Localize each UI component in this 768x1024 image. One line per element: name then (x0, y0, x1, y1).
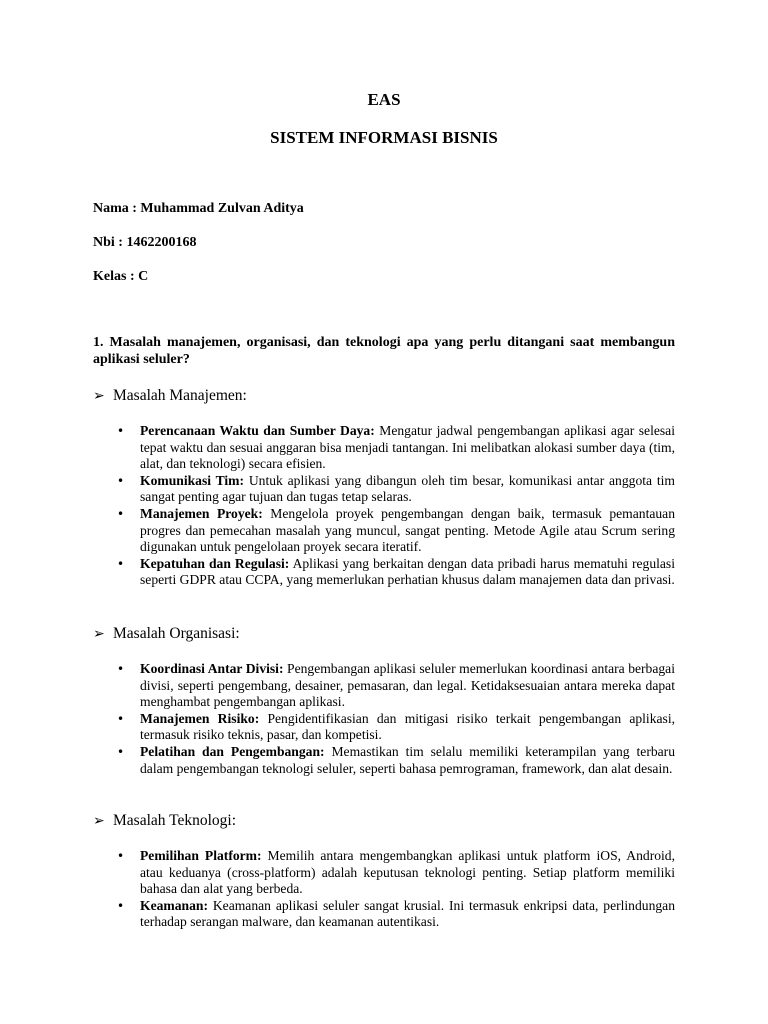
bullet-icon: • (117, 744, 125, 759)
bullet-icon: • (117, 473, 125, 488)
list-item (93, 506, 675, 556)
section-heading (93, 624, 675, 644)
list-item-text (140, 423, 675, 473)
arrow-bullet-icon: ➢ (93, 388, 105, 404)
list-item (93, 473, 675, 506)
bullet-icon: • (117, 898, 125, 913)
arrow-bullet-icon: ➢ (93, 813, 105, 829)
list-item (93, 661, 675, 711)
student-name: Nama : Muhammad Zulvan Aditya (93, 201, 304, 216)
student-class: Kelas : C (93, 269, 149, 284)
bullet-icon: • (117, 662, 125, 676)
item-description: Mengelola proyek pengembangan dengan baik, termasuk pemantauan progres dan pemecahan masalah yang muncul, sangat penting. Metode Agile atau Scrum sering digunakan untuk pengelolaan proyek secara iteratif. (140, 505, 676, 555)
list-item (93, 711, 675, 744)
list-item-text (140, 744, 675, 777)
section-heading-text: Masalah Organisasi: (113, 625, 240, 642)
list-item-text (140, 848, 675, 898)
item-description: Pengembangan aplikasi seluler memerlukan koordinasi antara berbagai divisi, seperti pengembang, desainer, pemasaran, dan legal. Ketidaksesuaian antara mereka dapat menghambat pengembangan aplikasi. (140, 661, 675, 710)
item-term: Manajemen Proyek: (140, 505, 263, 521)
item-list (93, 661, 675, 777)
section-heading (93, 811, 675, 831)
item-description: Keamanan aplikasi seluler sangat krusial. Ini termasuk enkripsi data, perlindungan terhadap serangan malware, dan keamanan autentikasi. (140, 897, 675, 930)
item-term: Pelatihan dan Pengembangan: (140, 743, 325, 759)
item-term: Pemilihan Platform: (140, 848, 262, 863)
list-item-text (140, 506, 675, 556)
bullet-icon: • (117, 424, 125, 438)
list-item (93, 423, 675, 473)
bullet-icon: • (117, 711, 125, 726)
bullet-icon: • (117, 849, 125, 863)
list-item-text (140, 556, 675, 589)
list-item-text (140, 711, 675, 744)
student-nbi: Nbi : 1462200168 (93, 235, 197, 250)
item-term: Manajemen Risiko: (140, 710, 260, 726)
item-description: Mengatur jadwal pengembangan aplikasi agar selesai tepat waktu dan sesuai anggaran bisa menjadi tantangan. Ini melibatkan alokasi sumber daya (tim, alat, dan teknologi) secara efisien. (140, 423, 675, 472)
arrow-bullet-icon: ➢ (93, 626, 105, 642)
bullet-icon: • (117, 556, 125, 571)
list-item (93, 848, 675, 898)
list-item-text (140, 898, 675, 931)
list-item (93, 744, 675, 777)
item-description: Memastikan tim selalu memiliki keterampilan yang terbaru dalam pengembangan teknologi seluler, seperti bahasa pemrograman, framework, dan alat desain. (140, 743, 675, 776)
section-heading-text: Masalah Manajemen: (113, 387, 247, 404)
item-term: Perencanaan Waktu dan Sumber Daya: (140, 423, 375, 438)
item-list (93, 848, 675, 931)
list-item-text (140, 473, 675, 506)
item-description: Memilih antara mengembangkan aplikasi untuk platform iOS, Android, atau keduanya (cross-platform) adalah keputusan teknologi penting. Setiap platform memiliki bahasa dan alat yang berbeda. (140, 848, 675, 897)
item-term: Koordinasi Antar Divisi: (140, 661, 284, 676)
list-item-text (140, 661, 675, 711)
item-term: Komunikasi Tim: (140, 472, 245, 488)
list-item (93, 556, 675, 589)
section-heading-text: Masalah Teknologi: (113, 812, 237, 829)
question-text: 1. Masalah manajemen, organisasi, dan teknologi apa yang perlu ditangani saat membangun aplikasi seluler? (93, 335, 675, 367)
section-organization (93, 624, 675, 777)
item-term: Keamanan: (140, 897, 208, 913)
section-technology (93, 811, 675, 931)
list-item (93, 898, 675, 931)
section-management (93, 386, 675, 589)
bullet-icon: • (117, 506, 125, 521)
document-subtitle: SISTEM INFORMASI BISNIS (270, 128, 498, 147)
item-description: Pengidentifikasian dan mitigasi risiko terkait pengembangan aplikasi, termasuk risiko teknis, pasar, dan kompetisi. (140, 710, 676, 743)
item-description: Untuk aplikasi yang dibangun oleh tim besar, komunikasi antar anggota tim sangat penting agar tujuan dan tugas tetap selaras. (140, 472, 675, 505)
document-title: EAS (367, 90, 401, 109)
section-heading (93, 386, 675, 406)
item-term: Kepatuhan dan Regulasi: (140, 555, 290, 571)
item-description: Aplikasi yang berkaitan dengan data pribadi harus mematuhi regulasi seperti GDPR atau CCPA, yang memerlukan perhatian khusus dalam manajemen data dan privasi. (140, 555, 675, 588)
item-list (93, 423, 675, 589)
